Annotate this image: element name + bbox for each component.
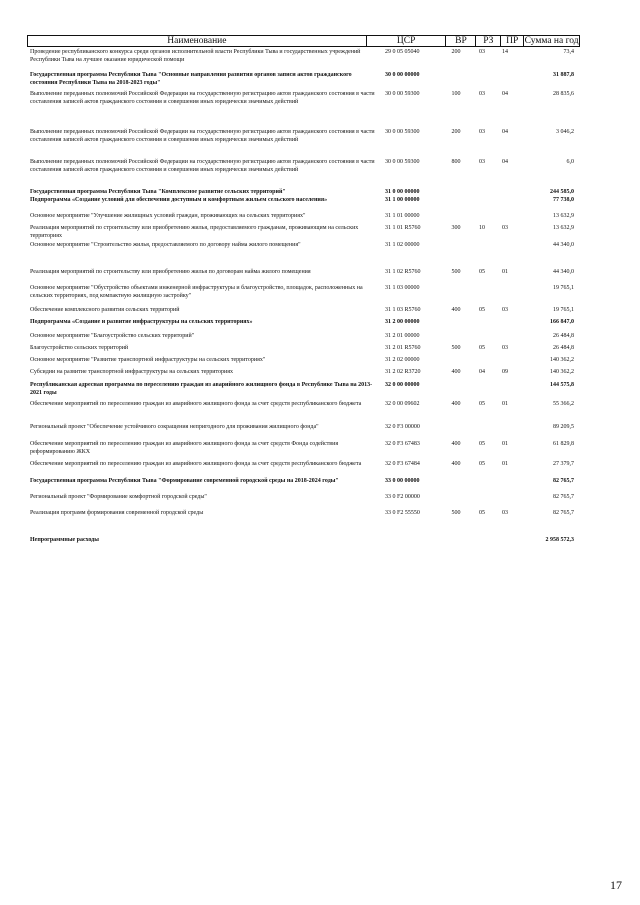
row-pr: 04 — [502, 91, 508, 97]
row-rz: 05 — [479, 269, 485, 275]
row-sum: 19 765,1 — [553, 307, 574, 313]
row-pr: 14 — [502, 49, 508, 55]
row-sum: 2 958 572,3 — [545, 537, 574, 543]
row-name: Основное мероприятие "Обустройство объектами инженерной инфраструктуры и благоустройство, площадок, расположенных на сельских территориях, под компактную жилищную застройку" — [30, 285, 363, 299]
row-csr: 30 0 00 00000 — [385, 72, 420, 78]
row-name: Основное мероприятие "Строительство жилья, предоставляемого по договору найма жилого помещения" — [30, 242, 301, 248]
row-pr: 01 — [502, 461, 508, 467]
row-rz: 05 — [479, 510, 485, 516]
row-csr: 32 0 F3 00000 — [385, 424, 420, 430]
row-vr: 400 — [451, 401, 461, 407]
row-csr: 33 0 F2 55550 — [385, 510, 420, 516]
row-sum: 140 362,2 — [550, 369, 574, 375]
row-pr: 04 — [502, 129, 508, 135]
row-csr: 31 2 01 00000 — [385, 333, 420, 339]
row-name: Субсидии на развитие транспортной инфраструктуры на сельских территориях — [30, 369, 233, 375]
row-rz: 05 — [479, 441, 485, 447]
row-name: Обеспечение мероприятий по переселению граждан из аварийного жилищного фонда за счет средств республиканского бюджета — [30, 461, 362, 467]
row-vr: 100 — [451, 91, 461, 97]
row-csr: 31 1 01 00000 — [385, 213, 420, 219]
row-pr: 01 — [502, 401, 508, 407]
row-name: Выполнение переданных полномочий Российской Федерации на государственную регистрацию актов гражданского состояния в части составления записей актов гражданского состояния и совершения иных юридически значимых действий — [30, 159, 375, 173]
row-csr: 33 0 00 00000 — [385, 478, 420, 484]
row-csr: 30 0 00 59300 — [385, 159, 420, 165]
row-name: Подпрограмма «Создание условий для обеспечения доступным и комфортным жильем сельского населения» — [30, 197, 328, 203]
row-name: Реализация программ формирования современной городской среды — [30, 510, 204, 516]
row-rz: 03 — [479, 159, 485, 165]
row-pr: 01 — [502, 441, 508, 447]
row-sum: 28 835,6 — [553, 91, 574, 97]
row-csr: 32 0 00 00000 — [385, 382, 420, 388]
row-rz: 05 — [479, 345, 485, 351]
row-name: Государственная программа Республики Тыва "Формирование современной городской среды на 2018-2024 годы" — [30, 478, 339, 484]
row-vr: 400 — [451, 307, 461, 313]
row-sum: 26 484,8 — [553, 345, 574, 351]
row-sum: 27 379,7 — [553, 461, 574, 467]
row-name: Региональный проект "Формирование комфортной городской среды" — [30, 494, 207, 500]
row-sum: 82 765,7 — [553, 510, 574, 516]
page-number: 17 — [610, 878, 622, 892]
row-name: Обеспечение мероприятий по переселению граждан из аварийного жилищного фонда за счет средств республиканского бюджета — [30, 401, 362, 407]
row-name: Подпрограмма «Создание и развитие инфраструктуры на сельских территориях» — [30, 319, 253, 325]
table-header — [27, 35, 580, 47]
row-pr: 03 — [502, 225, 508, 231]
row-name: Реализация мероприятий по строительству или приобретению жилья по договорам найма жилого помещения — [30, 269, 311, 275]
row-sum: 3 046,2 — [556, 129, 574, 135]
row-sum: 82 765,7 — [553, 494, 574, 500]
row-name: Выполнение переданных полномочий Российской Федерации на государственную регистрацию актов гражданского состояния в части составления записей актов гражданского состояния и совершения иных юридически значимых действий — [30, 129, 375, 143]
row-csr: 31 2 02 R3720 — [385, 369, 421, 375]
header-pr: ПР — [501, 36, 524, 46]
header-sum: Сумма на год — [524, 36, 579, 46]
row-csr: 31 1 03 00000 — [385, 285, 420, 291]
row-vr: 300 — [451, 225, 461, 231]
row-sum: 26 484,8 — [553, 333, 574, 339]
row-sum: 6,0 — [566, 159, 574, 165]
row-vr: 200 — [451, 49, 461, 55]
row-sum: 73,4 — [563, 49, 574, 55]
row-sum: 244 585,0 — [550, 189, 574, 195]
row-pr: 04 — [502, 159, 508, 165]
row-sum: 82 765,7 — [553, 478, 574, 484]
row-csr: 30 0 00 59300 — [385, 129, 420, 135]
row-sum: 144 575,8 — [550, 382, 574, 388]
row-vr: 400 — [451, 461, 461, 467]
row-rz: 04 — [479, 369, 485, 375]
row-csr: 33 0 F2 00000 — [385, 494, 420, 500]
row-name: Обеспечение комплексного развития сельских территорий — [30, 307, 180, 313]
row-name: Основное мероприятие "Улучшение жилищных условий граждан, проживающих на сельских территориях" — [30, 213, 306, 219]
row-pr: 03 — [502, 510, 508, 516]
row-name: Государственная программа Республики Тыва "Основные направления развития органов записи актов гражданского состояния Республики Тыва на 2018-2023 годы" — [30, 72, 352, 86]
row-name: Основное мероприятие "Благоустройство сельских территорий" — [30, 333, 195, 339]
row-sum: 77 738,0 — [553, 197, 574, 203]
row-name: Обеспечение мероприятий по переселению граждан из аварийного жилищного фонда за счет средств Фонда содействия реформированию ЖКХ — [30, 441, 339, 455]
row-pr: 03 — [502, 307, 508, 313]
row-csr: 31 1 02 00000 — [385, 242, 420, 248]
row-vr: 500 — [451, 269, 461, 275]
row-sum: 89 209,5 — [553, 424, 574, 430]
row-name: Выполнение переданных полномочий Российской Федерации на государственную регистрацию актов гражданского состояния в части составления записей актов гражданского состояния и совершения иных юридически значимых действий — [30, 91, 375, 105]
row-sum: 166 847,0 — [550, 319, 574, 325]
row-name: Основное мероприятие "Развитие транспортной инфраструктуры на сельских территориях" — [30, 357, 266, 363]
header-vr: ВР — [446, 36, 476, 46]
row-csr: 31 0 00 00000 — [385, 189, 420, 195]
row-rz: 03 — [479, 91, 485, 97]
row-sum: 44 340,0 — [553, 242, 574, 248]
row-vr: 400 — [451, 369, 461, 375]
row-vr: 500 — [451, 510, 461, 516]
row-csr: 32 0 F3 67484 — [385, 461, 420, 467]
row-name: Государственная программа Республики Тыва "Комплексное развитие сельских территорий" — [30, 189, 286, 195]
row-csr: 31 2 02 00000 — [385, 357, 420, 363]
row-csr: 31 1 00 00000 — [385, 197, 420, 203]
row-rz: 03 — [479, 49, 485, 55]
row-sum: 19 765,1 — [553, 285, 574, 291]
row-csr: 32 0 00 09602 — [385, 401, 420, 407]
row-rz: 05 — [479, 461, 485, 467]
row-name: Реализация мероприятий по строительству или приобретению жилья, предоставляемого гражданам, проживающим на сельских территориях — [30, 225, 359, 239]
row-vr: 500 — [451, 345, 461, 351]
row-sum: 61 829,8 — [553, 441, 574, 447]
row-csr: 31 1 01 R5760 — [385, 225, 421, 231]
row-csr: 32 0 F3 67483 — [385, 441, 420, 447]
row-csr: 31 2 00 00000 — [385, 319, 420, 325]
row-rz: 05 — [479, 401, 485, 407]
row-rz: 03 — [479, 129, 485, 135]
row-pr: 01 — [502, 269, 508, 275]
row-vr: 200 — [451, 129, 461, 135]
row-rz: 05 — [479, 307, 485, 313]
row-csr: 31 1 03 R5760 — [385, 307, 421, 313]
row-csr: 30 0 00 59300 — [385, 91, 420, 97]
row-name: Региональный проект "Обеспечение устойчивого сокращения непригодного для проживания жилищного фонда" — [30, 424, 319, 430]
row-sum: 44 340,0 — [553, 269, 574, 275]
row-name: Республиканская адресная программа по переселению граждан из аварийного жилищного фонда в Республике Тыва на 2013-2021 годы — [30, 382, 373, 396]
row-csr: 29 0 05 05040 — [385, 49, 420, 55]
row-name: Проведение республиканского конкурса среди органов исполнительной власти Республики Тыва и государственных учреждений Республики Тыва на лучшее оказание юридической помощи — [30, 49, 361, 63]
row-sum: 13 632,9 — [553, 213, 574, 219]
row-name: Благоустройство сельских территорий — [30, 345, 129, 351]
header-name: Наименование — [28, 36, 367, 46]
row-vr: 400 — [451, 441, 461, 447]
row-csr: 31 1 02 R5760 — [385, 269, 421, 275]
row-rz: 10 — [479, 225, 485, 231]
header-rz: РЗ — [476, 36, 501, 46]
row-pr: 09 — [502, 369, 508, 375]
row-sum: 55 366,2 — [553, 401, 574, 407]
header-csr: ЦСР — [367, 36, 447, 46]
row-vr: 800 — [451, 159, 461, 165]
row-csr: 31 2 01 R5760 — [385, 345, 421, 351]
row-name: Непрограммные расходы — [30, 537, 99, 543]
row-sum: 13 632,9 — [553, 225, 574, 231]
row-sum: 31 887,8 — [553, 72, 574, 78]
row-pr: 03 — [502, 345, 508, 351]
row-sum: 140 362,2 — [550, 357, 574, 363]
